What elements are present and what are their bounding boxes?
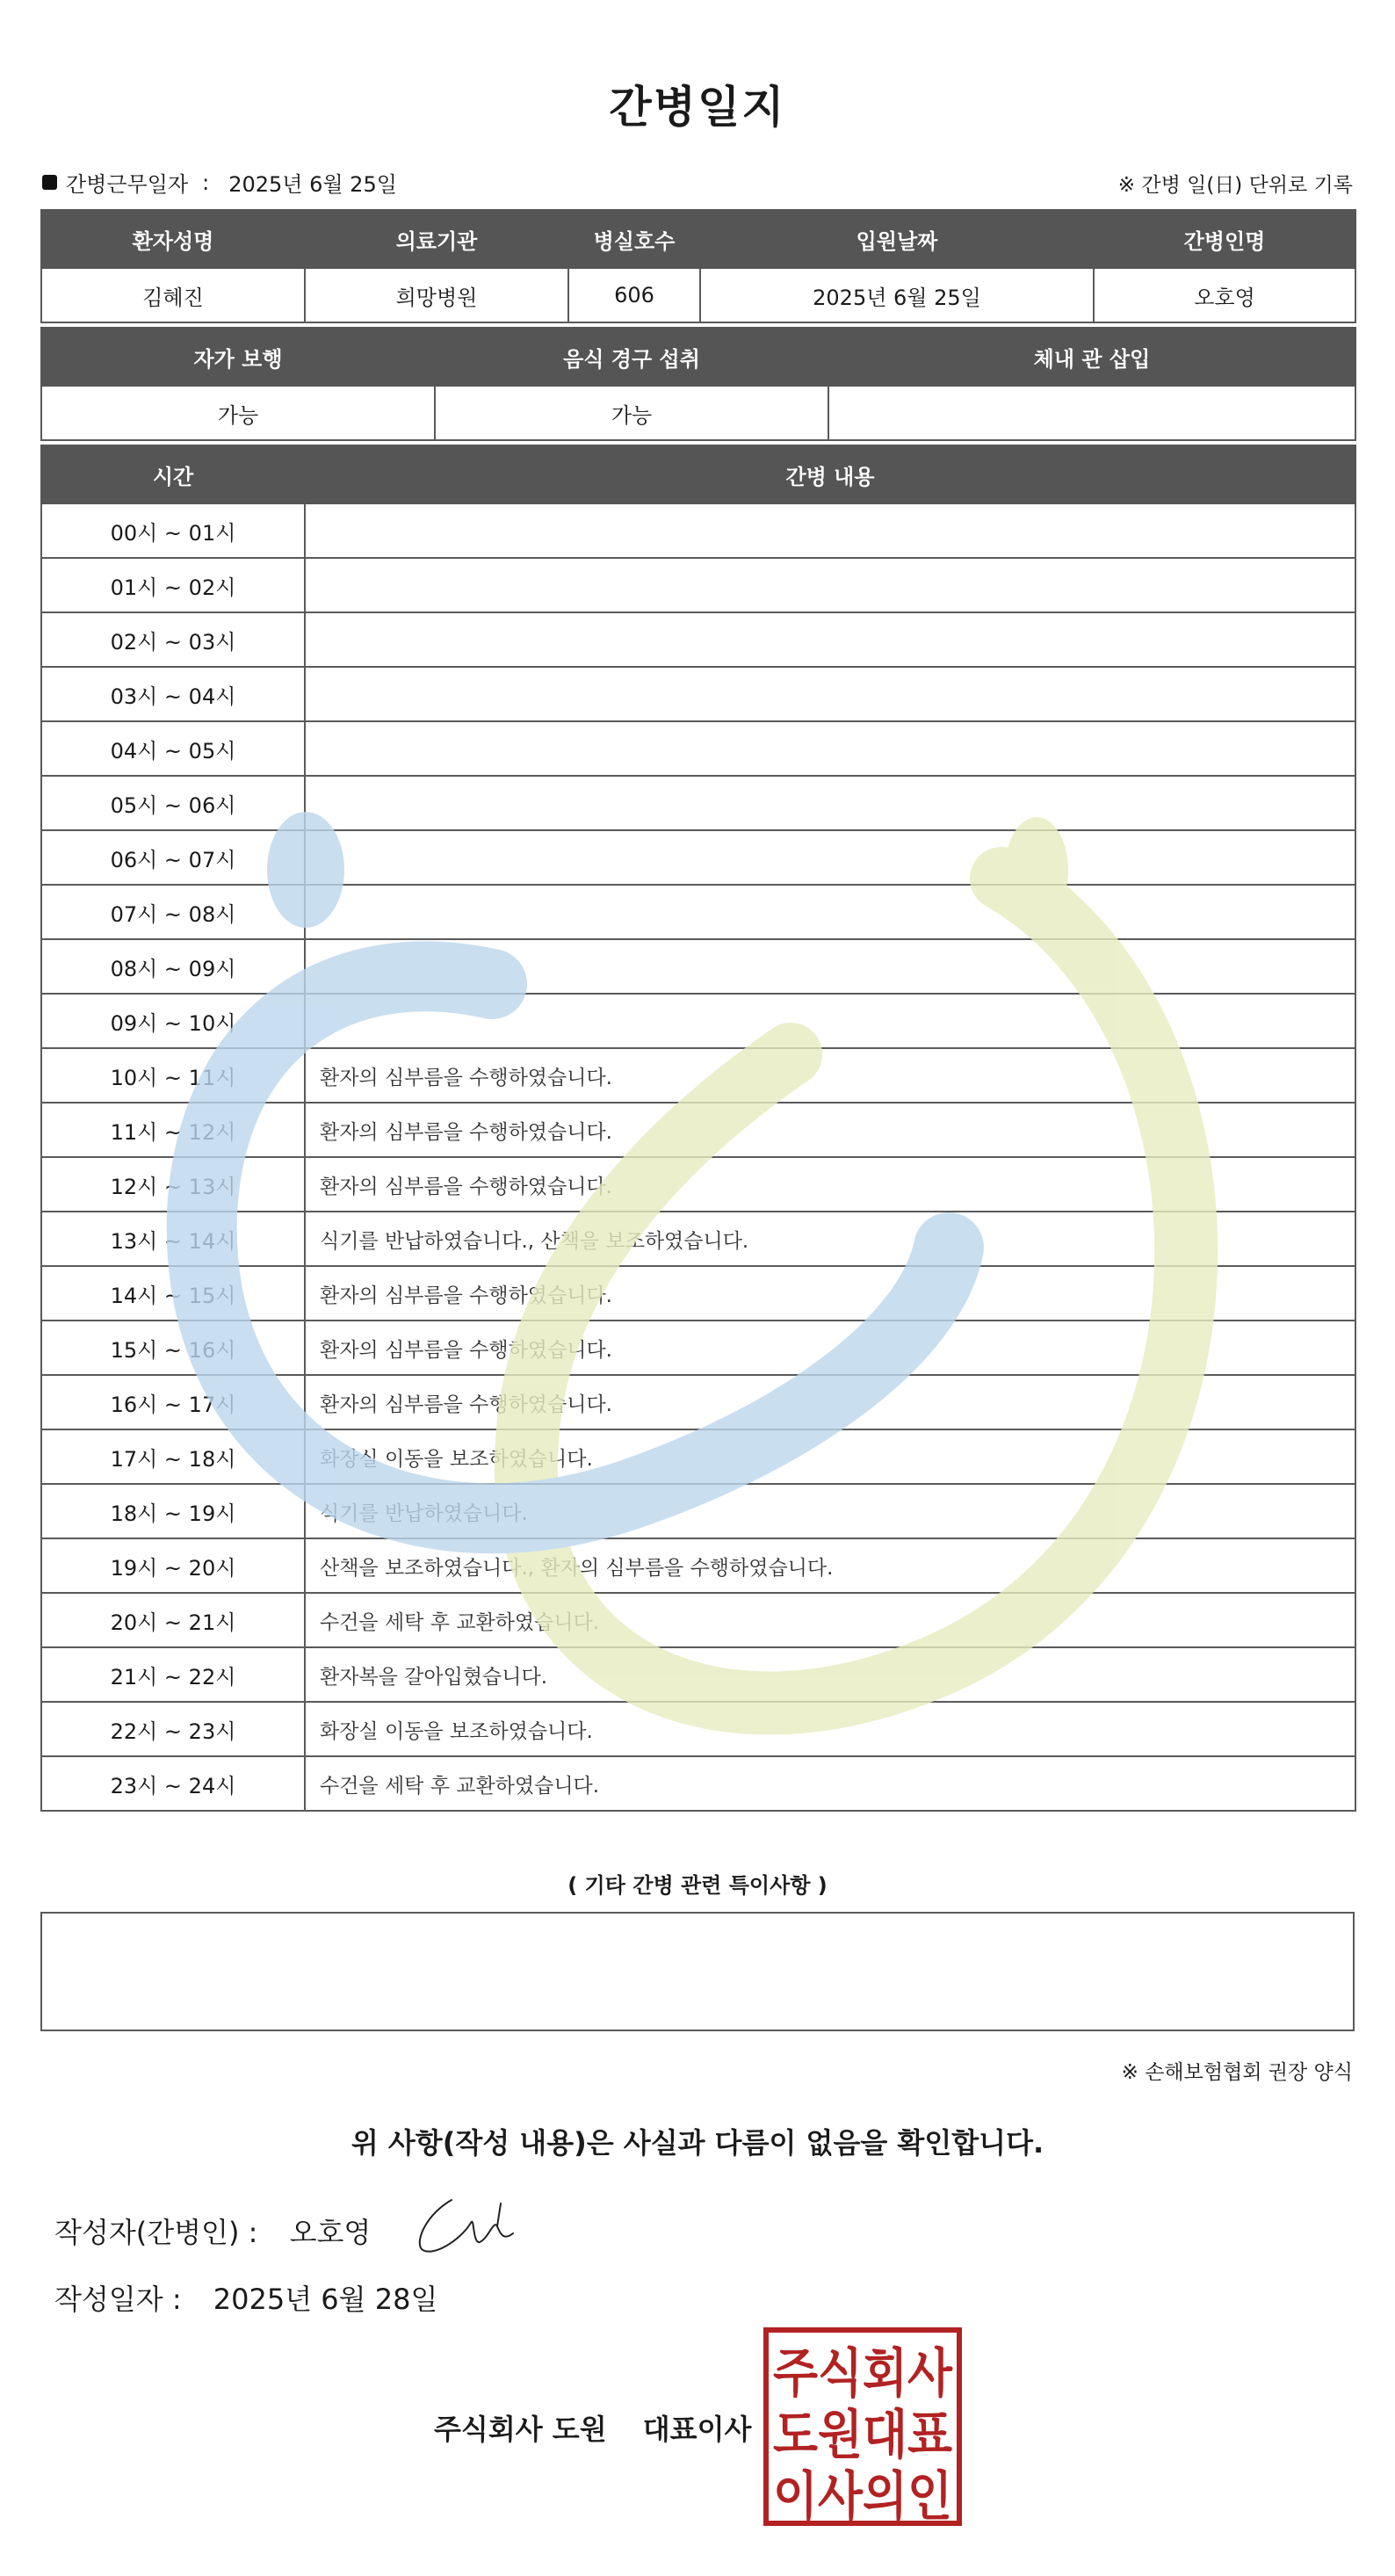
header-caregiver: 간병인명 bbox=[1094, 210, 1355, 268]
table-row bbox=[41, 721, 1355, 776]
table-row bbox=[41, 667, 1355, 721]
table-row bbox=[41, 830, 1355, 885]
company-line bbox=[434, 2407, 751, 2448]
company-seal-icon bbox=[763, 2326, 963, 2527]
written-date-label: 작성일자 : bbox=[54, 2283, 182, 2316]
walking-status: 가능 bbox=[41, 386, 435, 440]
table-row bbox=[41, 503, 1355, 558]
log-content bbox=[305, 885, 1355, 939]
log-time: 21시 ~ 22시 bbox=[41, 1647, 305, 1702]
special-notes-title: ( 기타 간병 관련 특이사항 ) bbox=[567, 1873, 828, 1898]
seal-line-1: 주식회사 bbox=[773, 2343, 953, 2405]
written-date-line bbox=[54, 2277, 437, 2318]
log-time: 13시 ~ 14시 bbox=[41, 1212, 305, 1266]
seal-line-2: 도원대표 bbox=[773, 2405, 953, 2466]
log-time: 03시 ~ 04시 bbox=[41, 667, 305, 721]
log-time: 18시 ~ 19시 bbox=[41, 1484, 305, 1538]
log-content: 산책을 보조하였습니다., 환자의 심부름을 수행하였습니다. bbox=[305, 1538, 1355, 1593]
table-row bbox=[41, 558, 1355, 612]
header-care-content: 간병 내용 bbox=[305, 445, 1355, 503]
log-content bbox=[305, 667, 1355, 721]
log-time: 15시 ~ 16시 bbox=[41, 1321, 305, 1375]
writer-label: 작성자(간병인) : bbox=[54, 2216, 258, 2249]
log-content bbox=[305, 558, 1355, 612]
bullet-square-icon bbox=[42, 175, 57, 190]
log-time: 17시 ~ 18시 bbox=[41, 1429, 305, 1484]
header-admission-date: 입원날짜 bbox=[700, 210, 1094, 268]
patient-status-table bbox=[40, 327, 1356, 441]
table-row bbox=[41, 939, 1355, 994]
tube-status bbox=[828, 386, 1355, 440]
room-number: 606 bbox=[568, 268, 700, 322]
form-note: ※ 손해보험협회 권장 양식 bbox=[1121, 2061, 1353, 2084]
log-time: 10시 ~ 11시 bbox=[41, 1048, 305, 1103]
log-content: 화장실 이동을 보조하였습니다. bbox=[305, 1429, 1355, 1484]
company-name: 주식회사 도원 bbox=[434, 2413, 607, 2446]
table-row bbox=[41, 1429, 1355, 1484]
table-row bbox=[41, 1212, 1355, 1266]
log-content bbox=[305, 939, 1355, 994]
writer-name: 오호영 bbox=[289, 2216, 372, 2249]
header-time: 시간 bbox=[41, 445, 305, 503]
work-date-separator: : bbox=[202, 170, 210, 195]
log-time: 16시 ~ 17시 bbox=[41, 1375, 305, 1429]
table-row bbox=[41, 994, 1355, 1048]
log-time: 04시 ~ 05시 bbox=[41, 721, 305, 776]
log-time: 06시 ~ 07시 bbox=[41, 830, 305, 885]
header-oral-intake: 음식 경구 섭취 bbox=[435, 328, 828, 386]
unit-note: ※ 간병 일(日) 단위로 기록 bbox=[1117, 174, 1353, 197]
log-time: 00시 ~ 01시 bbox=[41, 503, 305, 558]
table-row bbox=[41, 1321, 1355, 1375]
care-log-table bbox=[40, 445, 1356, 1812]
written-date-value: 2025년 6월 28일 bbox=[213, 2283, 438, 2316]
log-content bbox=[305, 612, 1355, 667]
log-content: 환자의 심부름을 수행하였습니다. bbox=[305, 1266, 1355, 1321]
oral-intake-status: 가능 bbox=[435, 386, 828, 440]
log-content bbox=[305, 994, 1355, 1048]
log-time: 23시 ~ 24시 bbox=[41, 1756, 305, 1811]
log-content bbox=[305, 776, 1355, 830]
header-tube: 체내 관 삽입 bbox=[828, 328, 1355, 386]
table-row bbox=[41, 776, 1355, 830]
log-time: 05시 ~ 06시 bbox=[41, 776, 305, 830]
log-content: 환자의 심부름을 수행하였습니다. bbox=[305, 1321, 1355, 1375]
table-row bbox=[41, 1484, 1355, 1538]
patient-name: 김혜진 bbox=[41, 268, 305, 322]
admission-date: 2025년 6월 25일 bbox=[700, 268, 1094, 322]
log-time: 09시 ~ 10시 bbox=[41, 994, 305, 1048]
signature-image bbox=[409, 2188, 532, 2258]
header-hospital: 의료기관 bbox=[305, 210, 568, 268]
page-title: 간병일지 bbox=[609, 82, 786, 133]
table-row bbox=[41, 1266, 1355, 1321]
patient-info-table bbox=[40, 209, 1356, 323]
table-row bbox=[41, 1593, 1355, 1647]
log-time: 12시 ~ 13시 bbox=[41, 1157, 305, 1212]
work-date-label: 간병근무일자 bbox=[66, 172, 189, 197]
log-content bbox=[305, 830, 1355, 885]
log-content: 식기를 반납하였습니다. bbox=[305, 1484, 1355, 1538]
log-content: 환자의 심부름을 수행하였습니다. bbox=[305, 1048, 1355, 1103]
work-date-value: 2025년 6월 25일 bbox=[228, 172, 397, 197]
log-content: 수건을 세탁 후 교환하였습니다. bbox=[305, 1756, 1355, 1811]
log-time: 02시 ~ 03시 bbox=[41, 612, 305, 667]
table-row bbox=[41, 612, 1355, 667]
table-row bbox=[41, 885, 1355, 939]
log-time: 07시 ~ 08시 bbox=[41, 885, 305, 939]
table-row bbox=[41, 1702, 1355, 1756]
table-row bbox=[41, 1048, 1355, 1103]
work-date bbox=[42, 167, 397, 198]
company-representative: 대표이사 bbox=[642, 2413, 752, 2446]
caregiver-name: 오호영 bbox=[1094, 268, 1355, 322]
log-content: 환자의 심부름을 수행하였습니다. bbox=[305, 1157, 1355, 1212]
log-content: 환자복을 갈아입혔습니다. bbox=[305, 1647, 1355, 1702]
header-walking: 자가 보행 bbox=[41, 328, 435, 386]
table-row bbox=[41, 1157, 1355, 1212]
writer-line bbox=[54, 2211, 371, 2251]
log-content bbox=[305, 721, 1355, 776]
header-room: 병실호수 bbox=[568, 210, 700, 268]
table-row bbox=[41, 1538, 1355, 1593]
hospital-name: 희망병원 bbox=[305, 268, 568, 322]
log-time: 11시 ~ 12시 bbox=[41, 1103, 305, 1157]
seal-line-3: 이사의인 bbox=[773, 2466, 952, 2527]
table-row bbox=[41, 1103, 1355, 1157]
log-content: 식기를 반납하였습니다., 산책을 보조하였습니다. bbox=[305, 1212, 1355, 1266]
table-row bbox=[41, 1647, 1355, 1702]
header-patient-name: 환자성명 bbox=[41, 210, 305, 268]
confirmation-statement: 위 사항(작성 내용)은 사실과 다름이 없음을 확인합니다. bbox=[351, 2126, 1044, 2160]
log-time: 20시 ~ 21시 bbox=[41, 1593, 305, 1647]
log-time: 08시 ~ 09시 bbox=[41, 939, 305, 994]
log-content bbox=[305, 503, 1355, 558]
log-content: 화장실 이동을 보조하였습니다. bbox=[305, 1702, 1355, 1756]
log-content: 환자의 심부름을 수행하였습니다. bbox=[305, 1375, 1355, 1429]
log-content: 환자의 심부름을 수행하였습니다. bbox=[305, 1103, 1355, 1157]
special-notes-box bbox=[40, 1912, 1355, 2031]
log-time: 01시 ~ 02시 bbox=[41, 558, 305, 612]
table-row bbox=[41, 1375, 1355, 1429]
log-time: 19시 ~ 20시 bbox=[41, 1538, 305, 1593]
log-time: 14시 ~ 15시 bbox=[41, 1266, 305, 1321]
log-content: 수건을 세탁 후 교환하였습니다. bbox=[305, 1593, 1355, 1647]
table-row bbox=[41, 1756, 1355, 1811]
log-time: 22시 ~ 23시 bbox=[41, 1702, 305, 1756]
